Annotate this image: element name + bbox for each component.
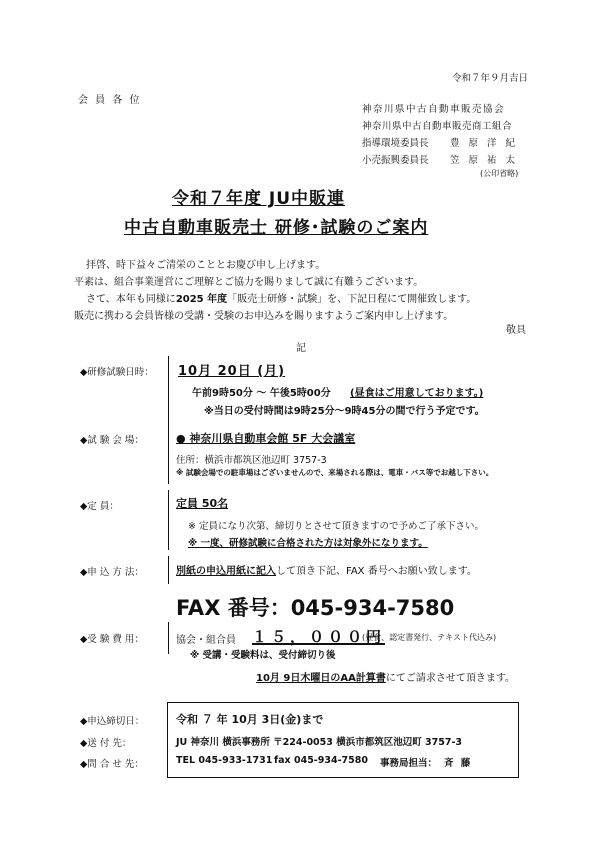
greeting-line-1: 拝啓、時下益々ご清栄のこととお慶び申し上げます。 bbox=[86, 260, 326, 271]
page-title-line-2: 中古自動車販売士 研修･試験のご案内 bbox=[124, 218, 429, 238]
deadline-label: ◆申込締切日： bbox=[80, 716, 145, 727]
contact-person-label: 事務局担当： bbox=[380, 758, 438, 769]
deadline-value: 令和 ７ 年 10月 3日(金)まで bbox=[176, 713, 324, 726]
page-title-line-1: 令和７年度 JU中販連 bbox=[172, 189, 346, 209]
billing-note bbox=[256, 669, 515, 684]
sender-org-2: 神奈川県中古自動車販売商工組合 bbox=[362, 121, 513, 132]
capacity-value: 定員 50名 bbox=[176, 497, 229, 510]
closing-keigu: 敬具 bbox=[506, 325, 526, 336]
sender-role-2: 小売振興委員長 bbox=[362, 155, 429, 166]
fax-number: FAX 番号：045-934-7580 bbox=[176, 596, 455, 620]
billing-date: 10月 9日木曜日のAA計算書 bbox=[256, 673, 386, 684]
destination-label: ◆送 付 先： bbox=[80, 738, 132, 749]
reception-note: ※当日の受付時間は9時25分～9時45分の間で行う予定です。 bbox=[204, 406, 485, 417]
contact-tel: TEL 045-933-1731 bbox=[176, 755, 273, 766]
greeting-year: 2025 年度 bbox=[175, 294, 228, 305]
divider-fee bbox=[168, 622, 169, 654]
divider-capacity bbox=[168, 490, 169, 550]
time-range: 午前9時50分 ～ 午後5時00分 bbox=[192, 388, 331, 399]
contact-label: ◆問 合 せ 先： bbox=[80, 759, 144, 770]
apply-text bbox=[176, 562, 477, 577]
contact-person-name: 斉 藤 bbox=[444, 758, 473, 769]
fee-member-label: 協会・組合員 bbox=[176, 635, 236, 646]
divider-venue bbox=[168, 424, 169, 484]
fee-label: ◆受 験 費 用： bbox=[80, 634, 144, 645]
date-value: 10月 20日 (月) bbox=[178, 364, 286, 379]
venue-value: ● 神奈川県自動車会館 5F 大会議室 bbox=[176, 432, 356, 445]
seal-note: (公印省略) bbox=[480, 169, 519, 178]
greeting-line-3-a: さて、本年も同様に bbox=[86, 294, 176, 305]
billing-text: にてご請求させて頂きます。 bbox=[385, 673, 516, 684]
greeting-line-3-c: 「販売士研修・試験」を、下記日程にて開催致します。 bbox=[227, 294, 477, 305]
greeting-line-4: 販売に携わる会員皆様の受講・受験のお申込みを賜りますようご案内申し上げます。 bbox=[74, 311, 454, 322]
addressee: 会 員 各 位 bbox=[78, 95, 142, 106]
date-label: ◆研修試験日時： bbox=[80, 367, 154, 378]
capacity-note-1: ※ 定員になり次第、締切りとさせて頂きますので予めご了承下さい。 bbox=[188, 521, 484, 532]
venue-address: 住所：横浜市都筑区池辺町 3757-3 bbox=[176, 455, 327, 466]
ki-marker: 記 bbox=[296, 343, 306, 354]
contact-fax: fax 045-934-7580 bbox=[274, 755, 368, 766]
parking-note: ※ 試験会場での駐車場はございませんので、来場される際は、電車・バス等でお越し下さい。 bbox=[176, 468, 494, 477]
apply-instructions: して頂き下記、FAX 番号へお願い致します。 bbox=[276, 566, 477, 577]
capacity-note-2: ※ 一度、研修試験に合格された方は対象外になります。 bbox=[188, 538, 428, 549]
apply-form-emphasis: 別紙の申込用紙に記入 bbox=[176, 566, 276, 577]
sender-org-1: 神奈川県中古自動車販売協会 bbox=[362, 104, 506, 115]
sender-name-1: 豊 原 洋 紀 bbox=[450, 138, 519, 149]
greeting-line-3 bbox=[86, 290, 476, 305]
lunch-note: (昼食はご用意しております。) bbox=[350, 388, 484, 399]
fee-note: (昼食、認定書発行、テキスト代込み) bbox=[362, 633, 497, 642]
sender-name-2: 笠 原 祐 太 bbox=[450, 155, 519, 166]
divider-date bbox=[168, 356, 169, 428]
greeting-line-2: 平素は、組合事業運営にご理解とご協力を賜りまして誠に有難うございます。 bbox=[74, 277, 424, 288]
fee-deadline-note: ※ 受講・受験料は、受付締切り後 bbox=[190, 650, 336, 661]
document-date: 令和７年９月吉日 bbox=[452, 73, 529, 84]
divider-apply bbox=[168, 556, 169, 584]
sender-role-1: 指導環境委員長 bbox=[362, 138, 429, 149]
apply-label: ◆申 込 方 法： bbox=[80, 567, 144, 578]
venue-label: ◆試 験 会 場： bbox=[80, 435, 144, 446]
destination-value: JU 神奈川 横浜事務所 〒224-0053 横浜市都筑区池辺町 3757-3 bbox=[176, 737, 462, 748]
fee-amount: １５，０００円 bbox=[252, 628, 386, 646]
capacity-label: ◆定 員： bbox=[80, 501, 119, 512]
